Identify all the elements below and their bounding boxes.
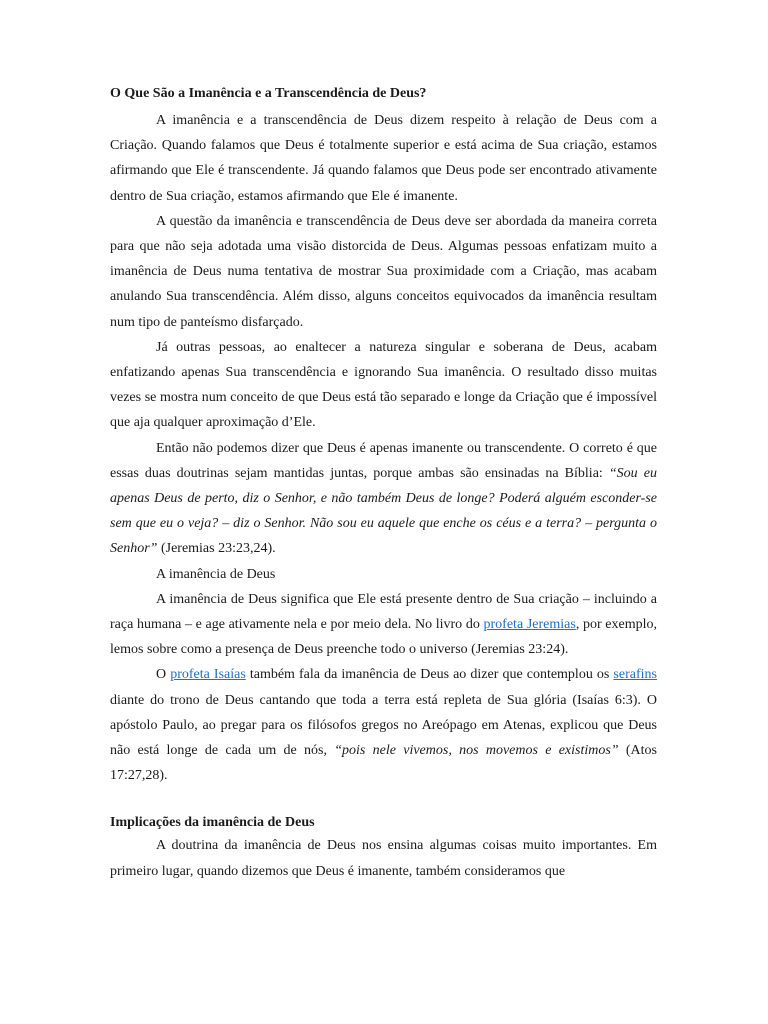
- link-profeta-jeremias[interactable]: profeta Jeremias: [483, 617, 576, 633]
- paragraph-4-text: Então não podemos dizer que Deus é apenas imanente ou transcendente. O correto é que essas duas doutrinas sejam mantidas juntas, porque ambas são ensinadas na Bíblia:: [110, 440, 657, 481]
- jeremiah-reference: (Jeremias 23:23,24).: [157, 541, 276, 557]
- subheading-imanencia: A imanência de Deus: [156, 566, 276, 582]
- paragraph-6-text-mid2: diante do trono de Deus cantando que toda a terra está repleta de Sua glória (Isaías 6:3). O apóstolo Paulo, ao pregar para os filósofos gregos no Areópago em Atenas, explicou que Deus não está longe de cada um de nós,: [110, 692, 657, 759]
- jeremiah-quote: “Sou eu apenas Deus de perto, diz o Senhor, e não também Deus de longe? Poderá alguém esconder-se sem que eu o veja? – diz o Senhor. Não sou eu aquele que enche os céus e a terra? – pergunta o Senhor”: [110, 465, 657, 557]
- section-heading-implicacoes: Implicações da imanência de Deus: [110, 815, 315, 831]
- paragraph-6-text-start: O: [156, 667, 171, 683]
- paragraph-5: [110, 587, 657, 663]
- paragraph-3: Já outras pessoas, ao enaltecer a natureza singular e soberana de Deus, acabam enfatizando apenas Sua transcendência e ignorando Sua imanência. O resultado disso muitas vezes se mostra num conceito de que Deus está tão separado e longe da Criação que é impossível que aja qualquer aproximação d’Ele.: [110, 339, 657, 431]
- document-title: O Que São a Imanência e a Transcendência de Deus?: [110, 86, 427, 101]
- link-profeta-isaias[interactable]: profeta Isaías: [170, 667, 246, 683]
- paragraph-5-text-start: A imanência de Deus significa que Ele está presente dentro de Sua criação – incluindo a raça humana – e age ativamente nela e por meio dela. No livro do: [110, 591, 657, 633]
- paragraph-2: A questão da imanência e transcendência de Deus deve ser abordada da maneira correta para que não seja adotada uma visão distorcida de Deus. Algumas pessoas enfatizam muito a imanência de Deus numa tentativa de mostrar Sua proximidade com a Criação, mas acabam anulando Sua transcendência. Além disso, alguns conceitos equivocados da imanência resultam num tipo de panteísmo disfarçado.: [110, 213, 657, 330]
- acts-quote: “pois nele vivemos, nos movemos e existimos”: [334, 743, 619, 759]
- paragraph-6-text-mid1: também fala da imanência de Deus ao dizer que contemplou os: [245, 667, 614, 683]
- paragraph-5-text-end: , por exemplo, lemos sobre como a presença de Deus preenche todo o universo (Jeremias 23:24).: [110, 617, 658, 658]
- paragraph-7: A doutrina da imanência de Deus nos ensina algumas coisas muito importantes. Em primeiro lugar, quando dizemos que Deus é imanente, também consideramos que: [110, 838, 657, 879]
- paragraph-6: [110, 662, 657, 788]
- link-serafins[interactable]: serafins: [613, 667, 657, 683]
- paragraph-4: [110, 436, 657, 562]
- paragraph-1: A imanência e a transcendência de Deus dizem respeito à relação de Deus com a Criação. Quando falamos que Deus é totalmente superior e está acima de Sua criação, estamos afirmando que Ele é transcendente. Já quando falamos que Deus pode ser encontrado ativamente dentro de Sua criação, estamos afirmando que Ele é imanente.: [110, 113, 657, 204]
- document-page: [110, 84, 657, 884]
- acts-reference: (Atos 17:27,28).: [110, 743, 657, 784]
